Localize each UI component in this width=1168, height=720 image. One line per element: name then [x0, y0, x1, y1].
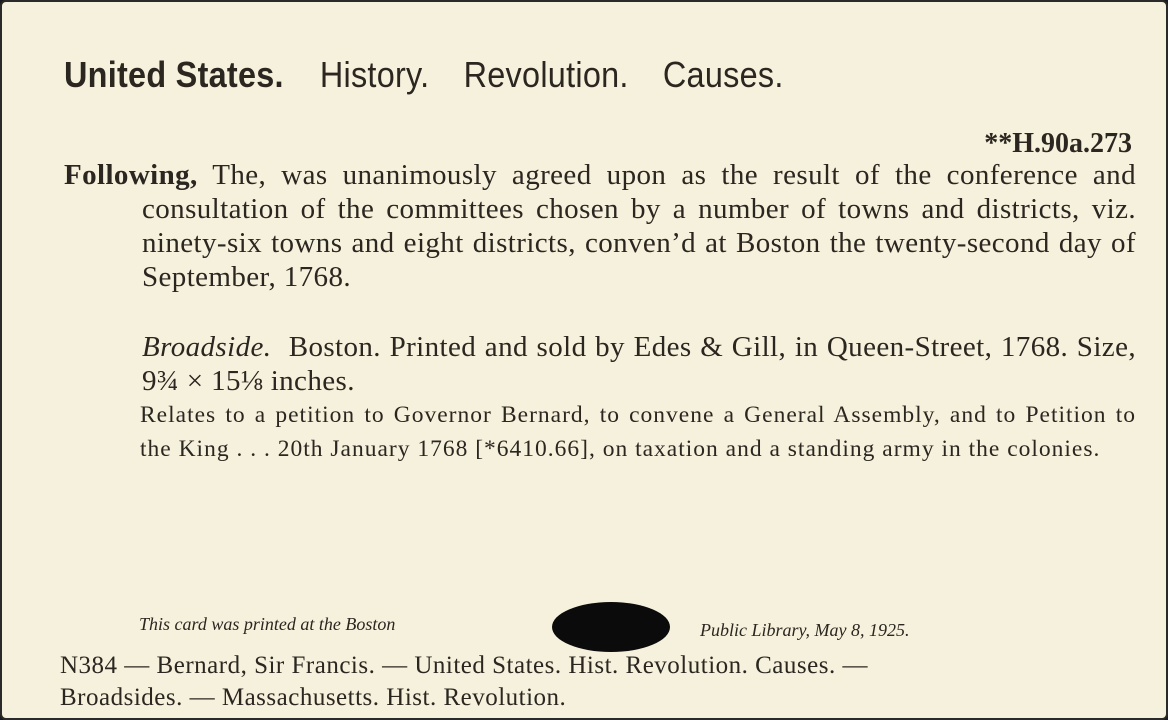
- tracing-line-2: Broadsides. — Massachusetts. Hist. Revolution.: [60, 684, 567, 711]
- heading-subdivision-revolution: Revolution.: [463, 54, 629, 95]
- heading-subdivision-history: History.: [319, 54, 430, 95]
- ink-blot: [552, 602, 670, 652]
- heading-subject: United States.: [64, 54, 284, 95]
- imprint: [142, 330, 1136, 398]
- descriptive-note: Relates to a petition to Governor Bernard, to convene a General Assembly, and to Petition to the King . . . 20th January 1768 [*6410.66], on taxation and a standing army in the colonies.: [140, 402, 1136, 462]
- tracings: [60, 650, 1136, 714]
- subject-heading: [64, 54, 784, 96]
- imprint-text: Boston. Printed and sold by Edes & Gill, in Queen-Street, 1768. Size, 9¾ × 15⅛ inches.: [142, 331, 1136, 397]
- heading-subdivision-causes: Causes.: [662, 54, 784, 95]
- entry-title: The, was unanimously agreed upon as the result of the conference and consultation of the committees chosen by a number of towns and districts, viz. ninety-six towns and eight districts, conven’d at Boston the twenty-second day of September, 1768.: [142, 159, 1136, 293]
- printer-note-right: Public Library, May 8, 1925.: [700, 620, 910, 640]
- entry-lead: Following,: [64, 159, 198, 191]
- tracing-line-1: N384 — Bernard, Sir Francis. — United States. Hist. Revolution. Causes. —: [60, 652, 868, 679]
- imprint-form: Broadside.: [142, 331, 272, 363]
- title-entry: [64, 158, 1136, 294]
- call-number: **H.90a.273: [984, 128, 1132, 159]
- printer-note-left: This card was printed at the Boston: [139, 614, 396, 634]
